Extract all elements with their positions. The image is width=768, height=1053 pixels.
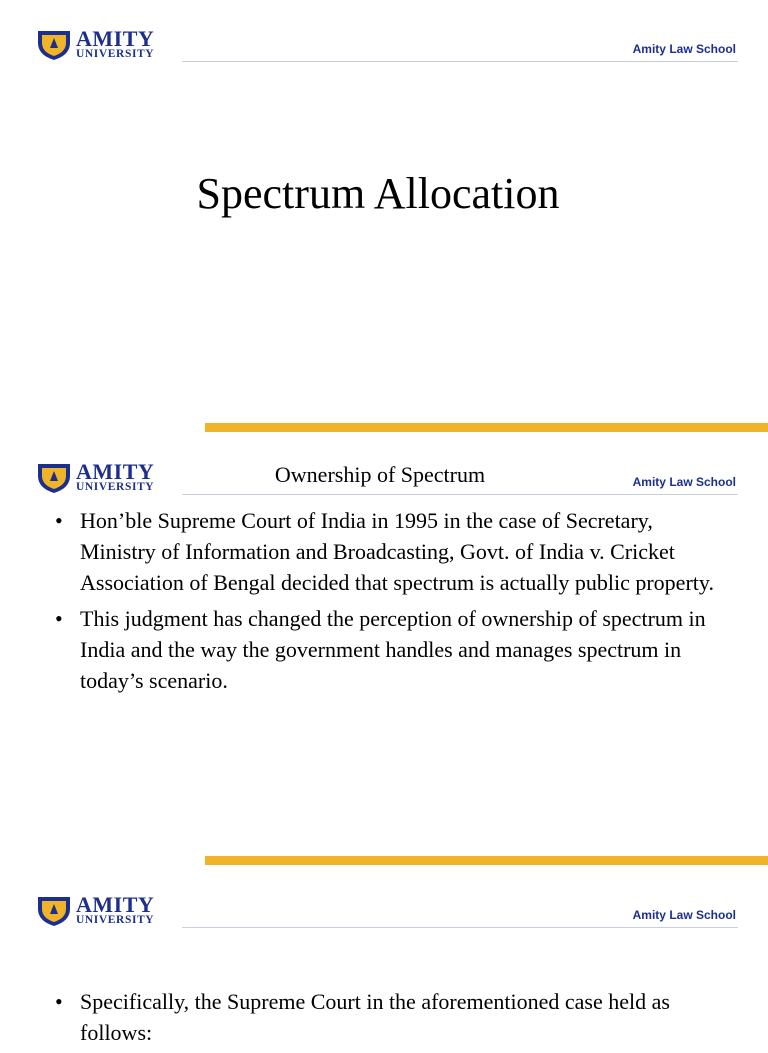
school-label: Amity Law School — [632, 475, 736, 489]
bullet-icon: • — [55, 606, 63, 631]
bullet-icon: • — [55, 508, 63, 533]
logo-subtitle: UNIVERSITY — [76, 481, 155, 493]
slide-1 — [0, 0, 768, 433]
amity-logo — [36, 26, 168, 61]
school-label: Amity Law School — [632, 42, 736, 56]
school-label: Amity Law School — [632, 908, 736, 922]
list-item — [52, 505, 732, 598]
bullet-list — [52, 986, 732, 1053]
footer-bar — [205, 856, 768, 865]
logo-wordmark: AMITY — [76, 459, 155, 484]
slide-title: Spectrum Allocation — [196, 169, 560, 218]
bullet-list — [52, 505, 732, 701]
amity-shield-icon — [36, 462, 72, 494]
bullet-text: Hon’ble Supreme Court of India in 1995 in the case of Secretary, Ministry of Information and Broadcasting, Govt. of India v. Cricket Association of Bengal decided that spectrum is actually public property. — [80, 508, 714, 595]
amity-shield-icon — [36, 29, 72, 61]
header-rule — [182, 61, 738, 62]
header-rule — [182, 494, 738, 495]
list-item — [52, 986, 732, 1048]
logo-wordmark: AMITY — [76, 892, 155, 917]
bullet-text: This judgment has changed the perception of ownership of spectrum in India and the way the government handles and manages spectrum in today’s scenario. — [80, 606, 706, 693]
amity-logo — [36, 459, 168, 494]
logo-subtitle: UNIVERSITY — [76, 914, 155, 926]
amity-logo — [36, 892, 168, 927]
amity-shield-icon — [36, 895, 72, 927]
list-item — [52, 603, 732, 696]
logo-subtitle: UNIVERSITY — [76, 48, 155, 60]
slide-2 — [0, 433, 768, 866]
bullet-text: Specifically, the Supreme Court in the aforementioned case held as follows: — [80, 989, 670, 1045]
header-rule — [182, 927, 738, 928]
footer-bar — [205, 423, 768, 432]
slide-title: Ownership of Spectrum — [274, 462, 486, 487]
bullet-icon: • — [55, 989, 63, 1014]
slide-3 — [0, 866, 768, 1045]
logo-wordmark: AMITY — [76, 26, 155, 51]
